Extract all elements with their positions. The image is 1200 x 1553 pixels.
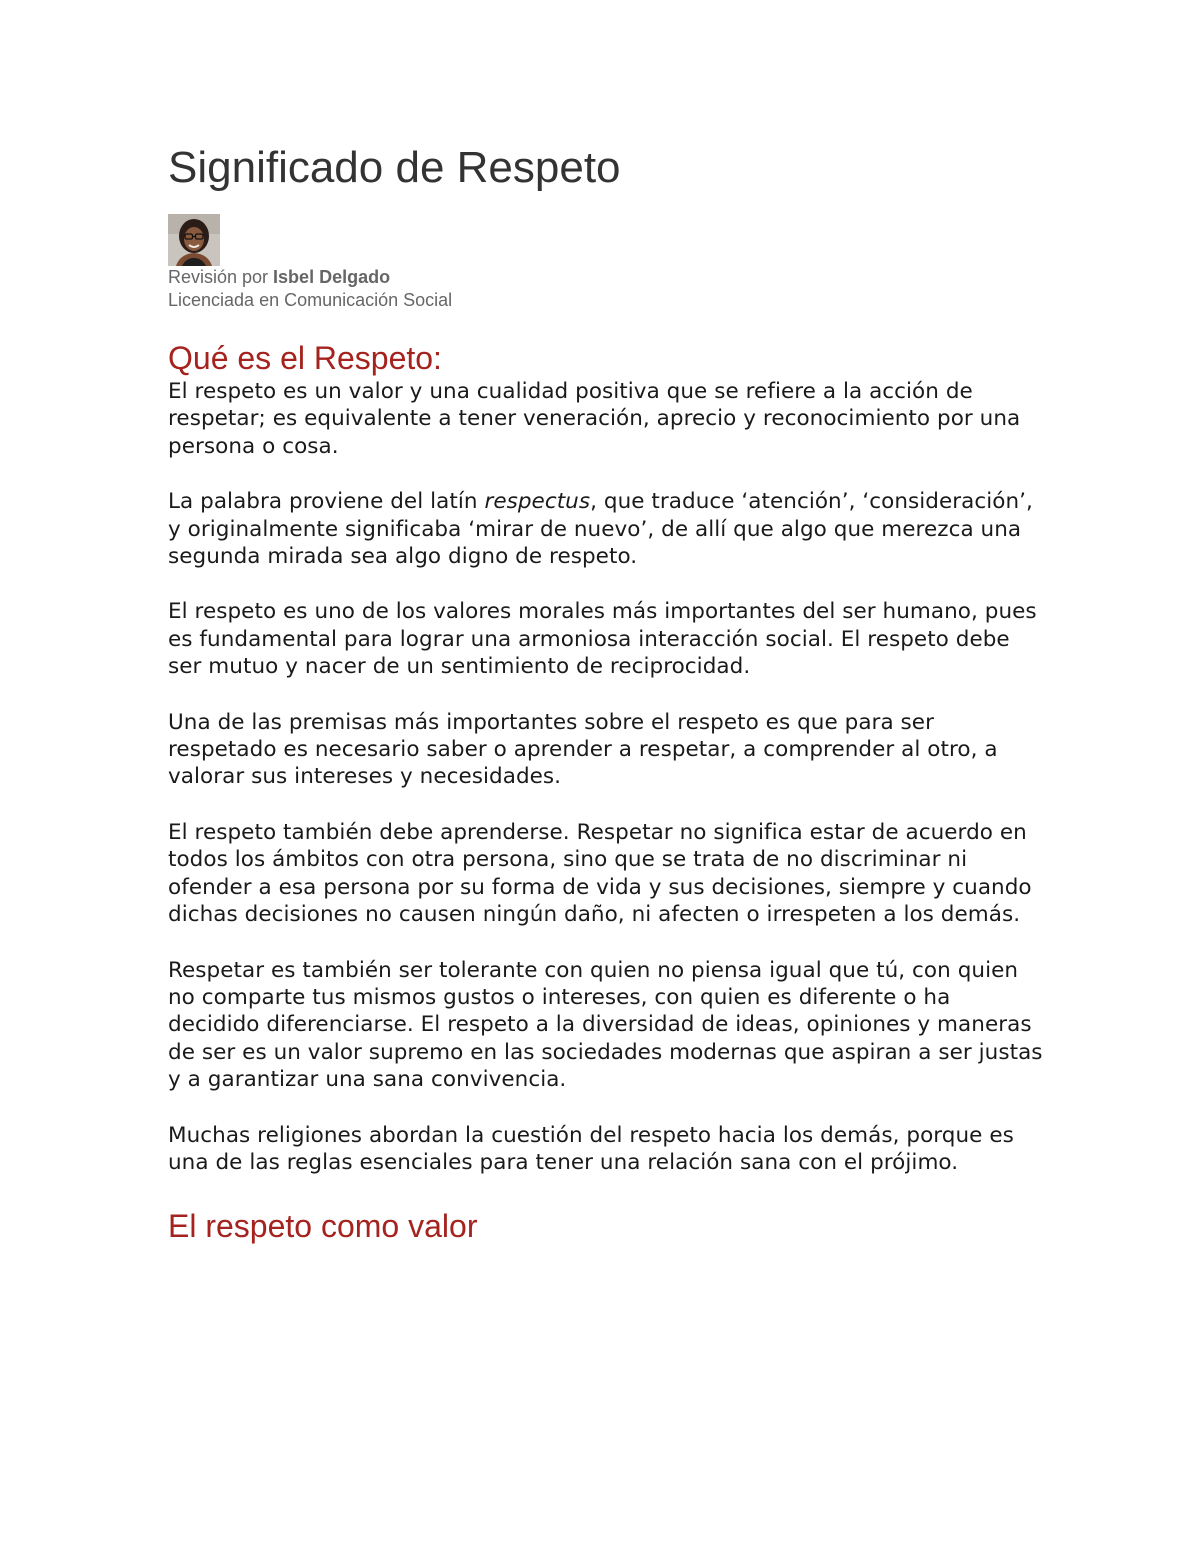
byline bbox=[168, 266, 1048, 289]
paragraph-1: El respeto es un valor y una cualidad positiva que se refiere a la acción de respetar; es equivalente a tener veneración, aprecio y reconocimiento por una persona o cosa. bbox=[168, 379, 1021, 459]
paragraph-2-start: La palabra proviene del latín bbox=[168, 489, 485, 515]
paragraph-4: Una de las premisas más importantes sobre el respeto es que para ser respetado es necesario saber o aprender a respetar, a comprender al otro, a valorar sus intereses y necesidades. bbox=[168, 709, 998, 790]
paragraph-3: El respeto es uno de los valores morales más importantes del ser humano, pues es fundamental para lograr una armoniosa interacción social. El respeto debe ser mutuo y nacer de un sentimiento de reciprocidad. bbox=[168, 599, 1037, 680]
page-title: Significado de Respeto bbox=[168, 143, 621, 192]
author-name[interactable]: Isbel Delgado bbox=[273, 267, 391, 287]
section-heading-que-es: Qué es el Respeto: bbox=[168, 340, 442, 376]
paragraph-2 bbox=[168, 488, 1048, 570]
paragraph-2-end: , que traduce ‘atención’, ‘consideración’, y originalmente significaba ‘mirar de nuevo’, de allí que algo que merezca una segunda mirada sea algo digno de respeto. bbox=[168, 489, 1033, 570]
latin-term: respectus bbox=[484, 489, 591, 515]
section-heading-como-valor: El respeto como valor bbox=[168, 1208, 478, 1245]
document-page bbox=[168, 138, 1048, 1246]
author-credentials: Licenciada en Comunicación Social bbox=[168, 290, 453, 310]
author-block bbox=[168, 214, 1048, 312]
paragraph-6: Respetar es también ser tolerante con quien no piensa igual que tú, con quien no comparte tus mismos gustos o intereses, con quien es diferente o ha decidido diferenciarse. El respeto a la diversidad de ideas, opiniones y maneras de ser es un valor supremo en las sociedades modernas que aspiran a ser justas y a garantizar una sana convivencia. bbox=[168, 957, 1043, 1093]
author-photo-icon bbox=[168, 214, 220, 266]
paragraph-5: El respeto también debe aprenderse. Respetar no significa estar de acuerdo en todos los ámbitos con otra persona, sino que se trata de no discriminar ni ofender a esa persona por su forma de vida y sus decisiones, siempre y cuando dichas decisiones no causen ningún daño, ni afecten o irrespeten a los demás. bbox=[168, 819, 1032, 928]
paragraph-7: Muchas religiones abordan la cuestión del respeto hacia los demás, porque es una de las reglas esenciales para tener una relación sana con el prójimo. bbox=[168, 1122, 1014, 1175]
byline-prefix: Revisión por bbox=[168, 267, 274, 287]
